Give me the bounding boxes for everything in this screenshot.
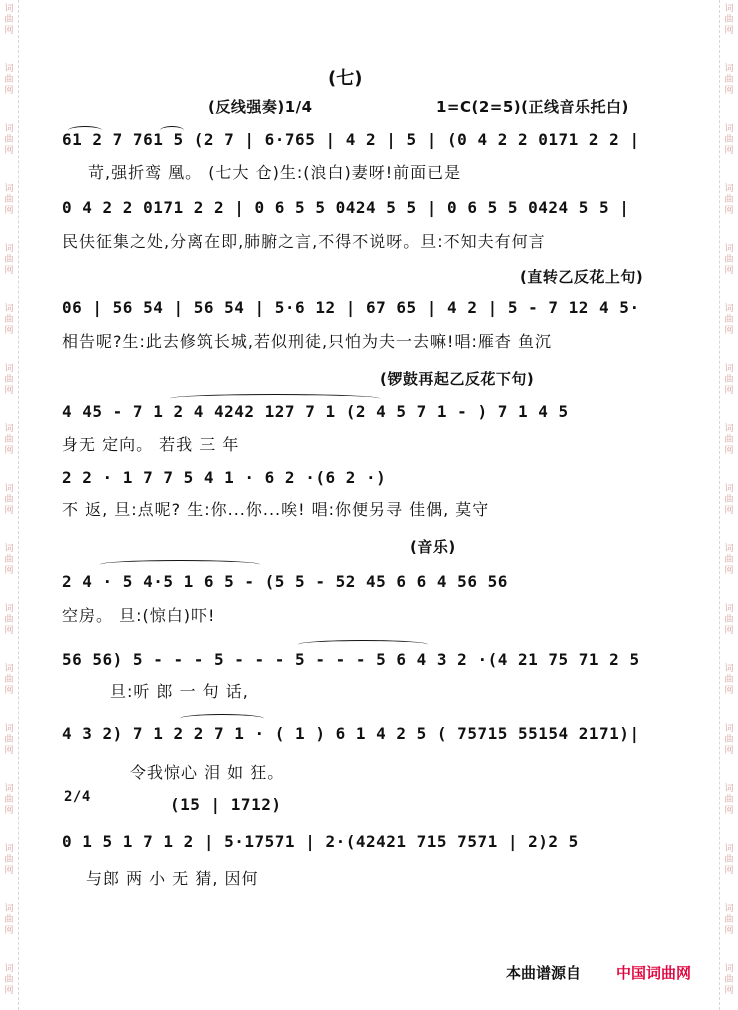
watermark-text: 词 曲 网 [4,4,14,36]
tempo-right: 1=C(2=5)(正线音乐托白) [436,98,629,116]
watermark-text: 词 曲 网 [724,604,734,636]
tempo-left: (反线强奏)1/4 [208,98,313,116]
source-site-link[interactable]: 中国词曲网 [616,964,692,982]
watermark-text: 词 曲 网 [724,64,734,96]
watermark-text: 词 曲 网 [724,124,734,156]
notation-row-2: 0 4 2 2 0171 2 2 | 0 6 5 5 0424 5 5 | 0 6 5 5 0424 5 5 | [62,198,630,217]
slur [100,560,260,569]
watermark-text: 词 曲 网 [724,964,734,996]
notation-row-5: 2 2 · 1 7 7 5 4 1 · 6 2 ·(6 2 ·) [62,468,387,487]
lyrics-row-3: 相告呢?生:此去修筑长城,若似刑徒,只怕为夫一去嘛!唱:雁杳 鱼沉 [62,332,552,351]
watermark-text: 词 曲 网 [4,64,14,96]
watermark-text: 词 曲 网 [724,484,734,516]
notation-row-8: 4 3 2) 7 1 2 2 7 1 · ( 1 ) 6 1 4 2 5 ( 75715 55154 2171)| [62,724,640,743]
watermark-text: 词 曲 网 [724,424,734,456]
watermark-text: 词 曲 网 [4,724,14,756]
lyrics-row-1: 苛,强折鸾 凰。 (七大 仓)生:(浪白)妻呀!前面已是 [88,163,462,182]
prelude-notes: (15 | 1712) [170,795,282,814]
lyrics-row-4: 身无 定向。 若我 三 年 [62,435,240,454]
watermark-text: 词 曲 网 [724,364,734,396]
watermark-text: 词 曲 网 [4,604,14,636]
notation-row-6: 2 4 · 5 4·5 1 6 5 - (5 5 - 52 45 6 6 4 56 56 [62,572,508,591]
lyrics-row-7: 旦:听 郎 一 句 话, [110,682,249,701]
notation-row-9: 0 1 5 1 7 1 2 | 5·17571 | 2·(42421 715 7571 | 2)2 5 [62,832,579,851]
watermark-text: 词 曲 网 [4,544,14,576]
lyrics-row-6: 空房。 旦:(惊白)吓! [62,606,216,625]
slur [298,640,428,649]
notation-row-4: 4 45 - 7 1 2 4 4242 127 7 1 (2 4 5 7 1 - ) 7 1 4 5 [62,402,569,421]
notation-row-7: 56 56) 5 - - - 5 - - - 5 - - - 5 6 4 3 2 ·(4 21 75 71 2 5 [62,650,640,669]
watermark-text: 词 曲 网 [724,184,734,216]
watermark-text: 词 曲 网 [4,364,14,396]
watermark-text: 词 曲 网 [4,964,14,996]
watermark-text: 词 曲 网 [4,184,14,216]
watermark-text: 词 曲 网 [4,124,14,156]
annotation-row-3: (直转乙反花上句) [520,268,644,286]
watermark-text: 词 曲 网 [4,304,14,336]
watermark-text: 词 曲 网 [4,424,14,456]
watermark-text: 词 曲 网 [4,664,14,696]
watermark-text: 词 曲 网 [4,484,14,516]
watermark-text: 词 曲 网 [724,4,734,36]
lyrics-row-5: 不 返, 旦:点呢? 生:你...你...唉! 唱:你便另寻 佳偶, 莫守 [62,500,490,519]
lyrics-row-2: 民伕征集之处,分离在即,肺腑之言,不得不说呀。旦:不知夫有何言 [62,232,546,251]
source-label: 本曲谱源自 [506,964,582,982]
watermark-text: 词 曲 网 [724,904,734,936]
annotation-row-6: (音乐) [410,538,456,556]
watermark-text: 词 曲 网 [4,904,14,936]
watermark-text: 词 曲 网 [4,784,14,816]
watermark-text: 词 曲 网 [724,544,734,576]
annotation-row-4: (锣鼓再起乙反花下句) [380,370,535,388]
page-title: (七) [328,68,363,89]
watermark-text: 词 曲 网 [724,304,734,336]
watermark-text: 词 曲 网 [724,844,734,876]
lyrics-row-8: 令我惊心 泪 如 狂。 [130,763,285,782]
watermark-text: 词 曲 网 [724,664,734,696]
watermark-text: 词 曲 网 [724,784,734,816]
watermark-text: 词 曲 网 [4,844,14,876]
lyrics-row-9: 与郎 两 小 无 猜, 因何 [86,869,259,888]
time-signature: 2/4 [64,789,91,805]
notation-row-3: 06 | 56 54 | 56 54 | 5·6 12 | 67 65 | 4 2 | 5 - 7 12 4 5· [62,298,640,317]
watermark-text: 词 曲 网 [724,244,734,276]
slur [180,714,264,723]
watermark-text: 词 曲 网 [4,244,14,276]
watermark-text: 词 曲 网 [724,724,734,756]
notation-row-1: 61 2 7 761 5 (2 7 | 6·765 | 4 2 | 5 | (0 4 2 2 0171 2 2 | [62,130,640,149]
